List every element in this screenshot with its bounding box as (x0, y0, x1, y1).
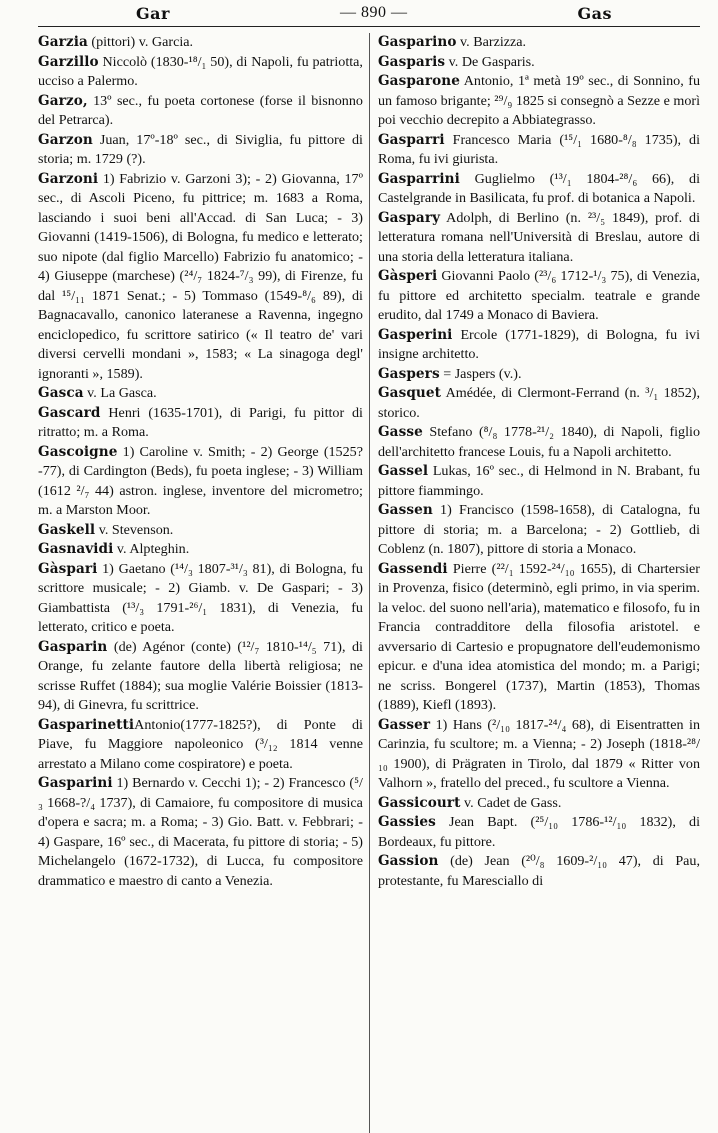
entry-headword: Garzillo (38, 53, 99, 70)
entry-text: Juan, 17º-18º sec., di Siviglia, fu pittore di storia; m. 1729 (?). (38, 131, 363, 167)
entry-headword: Gasca (38, 385, 84, 401)
entry-text: = Jaspers (v.). (439, 365, 522, 382)
entry-text: Henri (1635-1701), di Parigi, fu pittor di ritratto; m. a Roma. (38, 404, 363, 440)
entry-headword: Gassion (377, 853, 439, 869)
entry-headword: Gassies (377, 814, 436, 830)
entry-text: v. Barzizza. (456, 34, 527, 50)
entry-text: Niccolò (1830-¹⁸/₁ 50), di Napoli, fu patriotta, ucciso a Palermo. (38, 53, 363, 89)
dictionary-entry (378, 794, 700, 814)
entry-text: 1) Caroline v. Smith; - 2) George (1525?-77), di Cardington (Beds), fu poeta inglese; - 3) William (1612 ²/₇ 44) astron. inglese, inventore del micrometro; m. a Marston Moor. (38, 443, 363, 518)
entry-headword: Gasparrini (377, 170, 460, 187)
dictionary-entry (378, 813, 700, 852)
dictionary-entry (38, 774, 363, 891)
dictionary-entry (378, 384, 700, 423)
right-column (369, 33, 700, 1133)
dictionary-entry (378, 560, 700, 716)
entry-headword: Gascoigne (38, 443, 118, 460)
entry-headword: Gasperini (377, 326, 453, 343)
entry-text: Pierre (²²/₁ 1592-²⁴/₁₀ 1655), di Chartersier in Provenza, fisico (determinò, egli primo, in via sperim. la veloc. del suono nell'aria), matematico e filosofo, fu in Francia contradditore della filosofia aristotel. e avversario di Cartesio e propugnatore dell'eudemonismo epicur. e d'una idea atomistica del mondo; m. a Parigi; ne scriss. Bongerel (1737), Martin (1853), Thomas (1889), Kiefl (1893). (377, 560, 700, 713)
entry-text: 1) Fabrizio v. Garzoni 3); - 2) Giovanna, 17º sec., di Ascoli Piceno, fu pittrice; m. 1683 a Roma, lasciando i suoi beni all'Accad. di San Luca; - 3) Giovanni (1419-1506), di Bologna, fu medico e letterato; suo nipote (dal figlio Marcello) Fabrizio fu anatomico; - 4) Giuseppe (marchese) (²⁴/₇ 1824-⁷/₃ 99), di Firenze, fu dal ¹⁵/₁₁ 1871 Senat.; - 5) Tommaso (1549-⁸/₆ 89), di Bagnacavallo, canonico lateranese a Ravenna, ingegno enciclopedico, fu scrittore satirico (« Il teatro de' vari diversi cervelli mondani », 1583; « La sinagoga degl' ignoranti », 1589). (38, 170, 363, 382)
dictionary-entry (378, 462, 700, 501)
entry-headword: Gasparini (38, 775, 113, 791)
entry-headword: Gasse (377, 424, 423, 440)
entry-text: (de) Jean (²⁰/₈ 1609-²/₁₀ 47), di Pau, protestante, fu Maresciallo di (377, 853, 700, 889)
entry-headword: Gassen (377, 502, 433, 518)
dictionary-entry (38, 92, 363, 131)
entry-text: v. Cadet de Gass. (460, 794, 562, 811)
entry-headword: Gasparinetti (38, 716, 135, 733)
entry-headword: Garzo, (38, 92, 88, 109)
dictionary-entry (378, 170, 700, 209)
entry-text: 13º sec., fu poeta cortonese (forse il bisnonno del Petrarca). (38, 92, 363, 128)
header-left-guide-word: Gar (136, 3, 170, 23)
dictionary-entry (378, 72, 700, 131)
dictionary-entry (378, 326, 700, 365)
entry-headword: Gasnavidi (38, 541, 114, 557)
entry-text: Lukas, 16º sec., di Helmond in N. Brabant, fu pittore fiammingo. (377, 463, 700, 499)
entry-text: 1) Bernardo v. Cecchi 1); - 2) Francesco (⁵/₃ 1668-?/₄ 1737), di Camaiore, fu compositore di musica d'opera e sacra; m. a Roma; - 3) Gio. Batt. v. Febbrari; - 4) Gaspare, 16º sec., di Macerata, fu pittore di storia; - 5) Michelangelo (1672-1732), di Lucca, fu compositore drammatico e maestro di canto a Venezia. (38, 775, 363, 889)
header-right-guide-word: Gas (577, 3, 612, 23)
dictionary-entry (38, 131, 363, 170)
dictionary-entry (38, 716, 363, 775)
dictionary-entry (378, 209, 700, 268)
dictionary-entry (378, 365, 700, 385)
entry-text: Amédée, di Clermont-Ferrand (n. ³/₁ 1852), storico. (377, 385, 700, 421)
dictionary-entry (38, 33, 363, 53)
entry-headword: Gascard (38, 404, 101, 421)
entry-headword: Garzia (38, 34, 88, 50)
left-column (38, 33, 369, 1133)
dictionary-entry (378, 53, 700, 73)
dictionary-entry (378, 267, 700, 326)
running-header (38, 0, 700, 27)
entry-text: (de) Agénor (conte) (¹²/₇ 1810-¹⁴/₅ 71), di Orange, fu zelante fautore della libertà religiosa; ne scrisse Ruffet (1884); sua moglie Valérie Boissier (1813-94), di Ginevra, fu scrittrice. (38, 638, 363, 713)
entry-text: v. De Gasparis. (445, 53, 535, 70)
entry-headword: Gasparri (377, 131, 445, 148)
entry-headword: Gaspers (377, 365, 440, 382)
entry-headword: Gasparin (38, 638, 108, 655)
entry-text: (pittori) v. Garcia. (87, 34, 194, 50)
dictionary-entry (38, 404, 363, 443)
dictionary-entry (378, 501, 700, 560)
entry-text: Francesco Maria (¹⁵/₁ 1680-⁸/₈ 1735), di Roma, fu ivi giurista. (377, 131, 700, 167)
entry-text: Giovanni Paolo (²³/₆ 1712-¹/₃ 75), di Venezia, fu pittore ed architetto specialm. teatrale e grande erudito, dal 1749 a Monaco di Baviera. (377, 268, 700, 323)
dictionary-entry (38, 384, 363, 404)
entry-text: Jean Bapt. (²⁵/₁₀ 1786-¹²/₁₀ 1832), di Bordeaux, fu pittore. (377, 814, 700, 850)
entry-text: Adolph, di Berlino (n. ²³/₅ 1849), prof. di letteratura romana nell'Università di Breslau, autore di una storia della letteratura italiana. (377, 209, 700, 265)
two-column-body (38, 33, 700, 1133)
dictionary-entry (38, 53, 363, 92)
entry-headword: Gasparone (377, 73, 460, 89)
entry-text: v. Alpteghin. (113, 541, 190, 557)
entry-headword: Gàsperi (377, 268, 438, 284)
entry-text: Ercole (1771-1829), di Bologna, fu ivi insigne architetto. (377, 326, 700, 362)
page-number: — 890 — (339, 4, 408, 21)
entry-text: 1) Gaetano (¹⁴/₃ 1807-³¹/₃ 81), di Bologna, fu scrittore musicale; - 2) Giamb. v. De Gaspari; - 3) Giambattista (¹³/₃ 1791-²⁶/₁ 1831), di Venezia, fu letterato, critico e poeta. (38, 560, 363, 635)
entry-text: v. Stevenson. (95, 521, 174, 538)
dictionary-entry (38, 443, 363, 521)
dictionary-entry (38, 540, 363, 560)
entry-text: 1) Hans (²/₁₀ 1817-²⁴/₄ 68), di Eisentratten in Carinzia, fu scultore; m. a Vienna; - 2) Joseph (1818-²⁸/₁₀ 1900), di Prägraten in Tirolo, dal 1879 « Ritter von Valhorn », fratello del preced., fu scultore a Vienna. (377, 716, 700, 791)
entry-headword: Gasparino (377, 34, 457, 50)
entry-text: Guglielmo (¹³/₁ 1804-²⁸/₆ 66), di Castelgrande in Basilicata, fu prof. di botanica a Napoli. (377, 170, 700, 206)
dictionary-entry (378, 423, 700, 462)
entry-headword: Gàspari (38, 560, 98, 577)
entry-headword: Gaspary (377, 209, 441, 226)
entry-headword: Garzoni (38, 170, 99, 187)
dictionary-entry (378, 716, 700, 794)
entry-headword: Gasser (377, 716, 431, 733)
entry-text: 1) Francisco (1598-1658), di Catalogna, fu pittore di storia; m. a Barcelona; - 2) Gottlieb, di Coblenz (n. 1807), pittore di storia a Monaco. (377, 502, 700, 557)
entry-text: Antonio, 1ª metà 19º sec., di Sonnino, fu un famoso brigante; ²⁹/₉ 1825 si consegnò a Sezze e morì poi vecchio decrepito a Abbiategrasso. (377, 73, 700, 128)
entry-text: Stefano (⁸/₈ 1778-²¹/₂ 1840), di Napoli, figlio dell'architetto francese Louis, fu a Napoli architetto. (377, 424, 700, 460)
entry-headword: Gassendi (377, 560, 448, 577)
dictionary-entry (38, 560, 363, 638)
entry-text: v. La Gasca. (83, 385, 157, 401)
entry-text: Antonio(1777-1825?), di Ponte di Piave, fu Maggiore napoleonico (³/₁₂ 1814 venne arrestato a Milano come cospiratore) e poeta. (38, 716, 363, 772)
dictionary-entry (378, 131, 700, 170)
entry-headword: Gaskell (38, 521, 96, 538)
dictionary-entry (38, 521, 363, 541)
entry-headword: Gassicourt (377, 794, 461, 811)
dictionary-entry (378, 33, 700, 53)
dictionary-entry (38, 638, 363, 716)
entry-headword: Gassel (377, 463, 429, 479)
dictionary-entry (38, 170, 363, 385)
dictionary-entry (378, 852, 700, 891)
entry-headword: Gasquet (377, 385, 442, 401)
entry-headword: Gasparis (377, 53, 446, 70)
entry-headword: Garzon (38, 131, 93, 148)
